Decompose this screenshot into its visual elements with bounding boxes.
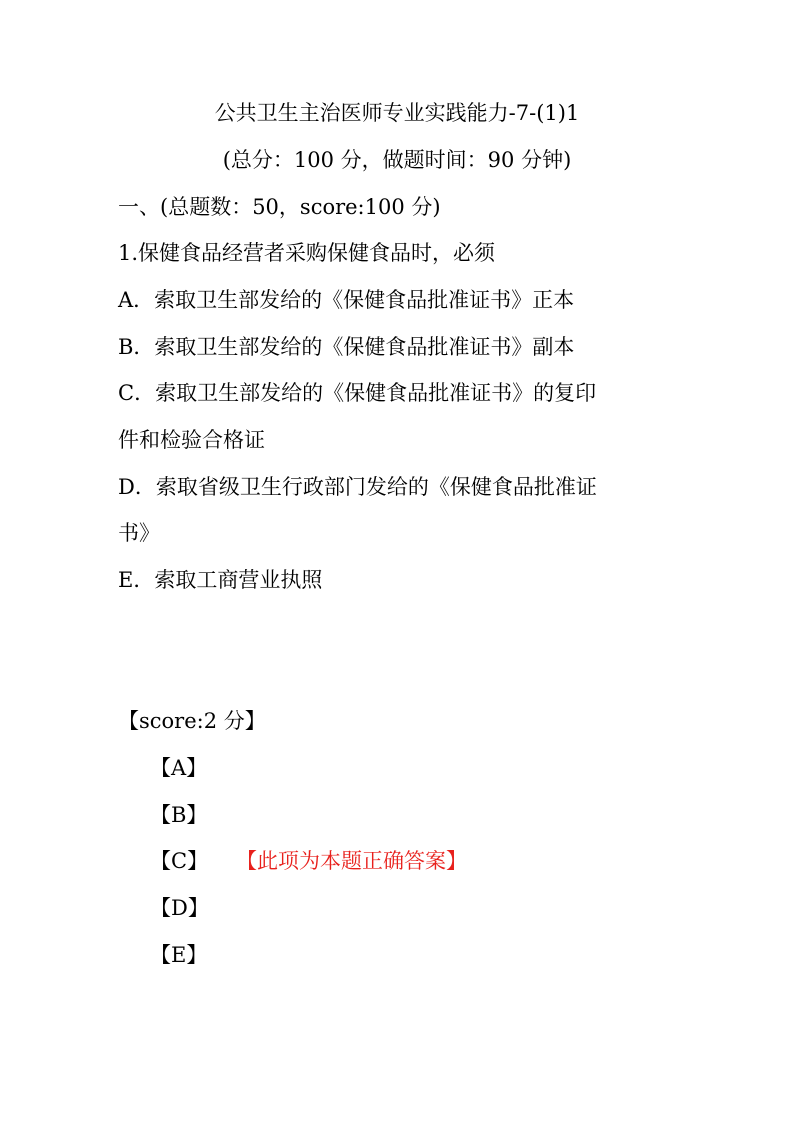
score-label: 【score:2 分】 <box>118 709 266 733</box>
option-c-continued: 件和检验合格证 <box>118 428 265 452</box>
document-subtitle: (总分：100 分，做题时间：90 分钟) <box>222 148 572 172</box>
option-e: E．索取工商营业执照 <box>118 568 323 592</box>
section-heading: 一、(总题数：50，score:100 分) <box>118 195 441 219</box>
question-stem: 1.保健食品经营者采购保健食品时，必须 <box>118 241 496 265</box>
document-title: 公共卫生主治医师专业实践能力-7-(1)1 <box>214 101 580 125</box>
answer-choice-c: 【C】 <box>150 849 209 873</box>
option-b: B．索取卫生部发给的《保健食品批准证书》副本 <box>118 335 575 359</box>
answer-choice-b: 【B】 <box>150 803 208 827</box>
option-c: C．索取卫生部发给的《保健食品批准证书》的复印 <box>118 381 597 405</box>
option-a: A．索取卫生部发给的《保健食品批准证书》正本 <box>118 288 575 312</box>
answer-choice-d: 【D】 <box>150 896 209 920</box>
option-d-continued: 书》 <box>118 521 160 545</box>
correct-answer-note: 【此项为本题正确答案】 <box>236 849 467 873</box>
answer-choice-a: 【A】 <box>150 756 208 780</box>
answer-choice-e: 【E】 <box>150 943 208 967</box>
option-d: D．索取省级卫生行政部门发给的《保健食品批准证 <box>118 475 597 499</box>
